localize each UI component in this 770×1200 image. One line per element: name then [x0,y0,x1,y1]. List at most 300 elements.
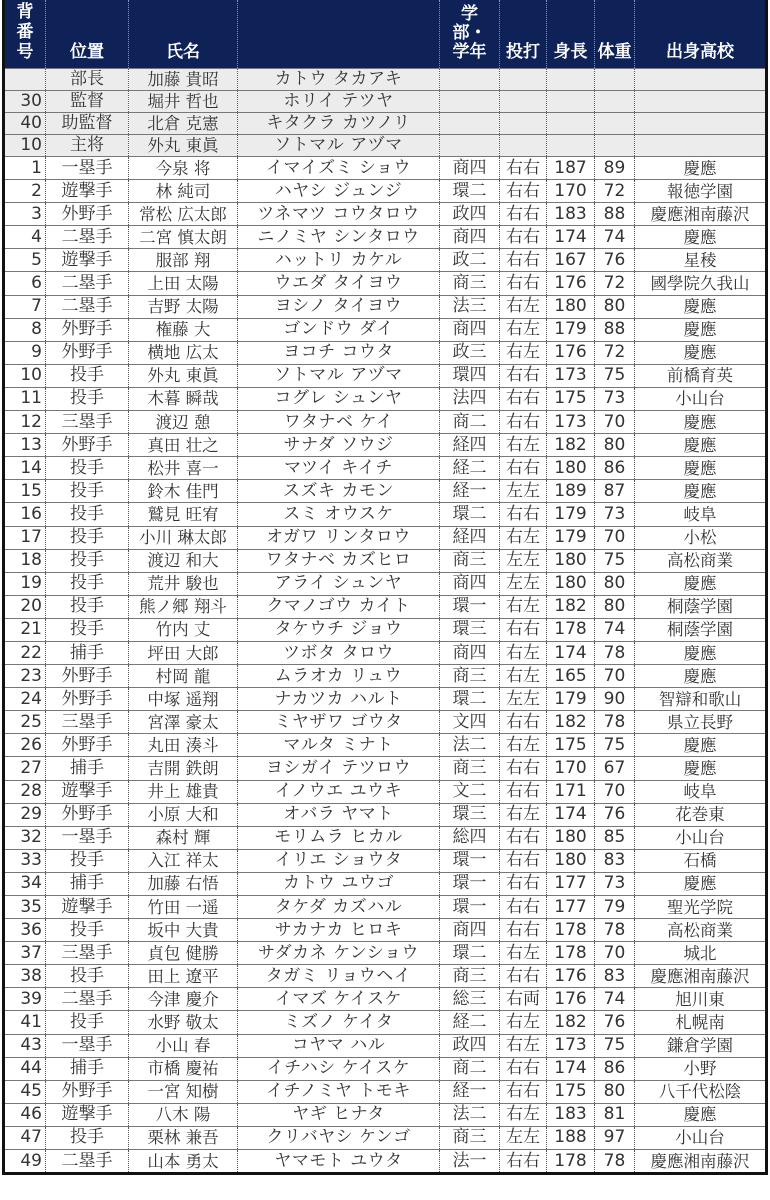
cell-school: 城北 [635,942,767,965]
cell-name: 北倉 克憲 [129,113,238,135]
cell-height: 175 [547,734,595,757]
cell-kana: ワタナベ ケイ [238,411,440,434]
cell-number: 25 [4,711,46,734]
cell-name: 加藤 貴昭 [129,69,238,91]
player-row [4,1011,767,1034]
player-row [4,272,767,295]
cell-name: 小原 大和 [129,803,238,826]
cell-name: 栗林 兼吾 [129,1126,238,1149]
cell-height: 180 [547,826,595,849]
cell-faculty: 文二 [440,780,500,803]
cell-weight: 87 [595,480,635,503]
cell-school: 慶應 [635,295,767,318]
cell-number: 4 [4,226,46,249]
cell-number: 15 [4,480,46,503]
cell-position: 投手 [46,1011,129,1034]
cell-kana: ワタナベ カズヒロ [238,549,440,572]
cell-faculty: 経四 [440,526,500,549]
cell-bats-throws: 右右 [500,387,547,410]
cell-height: 178 [547,1150,595,1174]
cell-number: 40 [4,113,46,135]
player-row [4,641,767,664]
cell-bats-throws: 左左 [500,480,547,503]
cell-bats-throws: 右左 [500,595,547,618]
cell-position: 投手 [46,457,129,480]
cell-weight: 97 [595,1126,635,1149]
player-row [4,1150,767,1174]
cell-kana: モリムラ ヒカル [238,826,440,849]
cell-bats-throws: 右右 [500,896,547,919]
cell-kana: カトウ ユウゴ [238,872,440,895]
cell-number: 13 [4,434,46,457]
cell-name: 竹内 丈 [129,618,238,641]
cell-school: 慶應 [635,665,767,688]
cell-school: 慶應 [635,411,767,434]
cell-bats-throws: 右左 [500,641,547,664]
cell-height: 179 [547,688,595,711]
cell-name: 入江 祥太 [129,849,238,872]
cell-bats-throws: 右右 [500,457,547,480]
cell-weight: 72 [595,272,635,295]
player-row [4,965,767,988]
cell-height: 180 [547,572,595,595]
cell-height: 174 [547,641,595,664]
cell-weight [595,135,635,157]
cell-height [547,69,595,91]
cell-bats-throws: 右右 [500,849,547,872]
cell-name: 松井 喜一 [129,457,238,480]
cell-name: 竹田 一遥 [129,896,238,919]
cell-school: 智辯和歌山 [635,688,767,711]
cell-name: 林 純司 [129,180,238,203]
cell-number: 11 [4,387,46,410]
cell-school: 高松商業 [635,549,767,572]
cell-position: 外野手 [46,734,129,757]
cell-number: 47 [4,1126,46,1149]
header-bats-throws: 投打 [500,0,547,69]
cell-number: 7 [4,295,46,318]
cell-number: 36 [4,919,46,942]
cell-weight: 76 [595,803,635,826]
cell-school: 慶應 [635,1103,767,1126]
cell-faculty [440,113,500,135]
cell-kana: オガワ リンタロウ [238,526,440,549]
header-number: 背番号 [4,0,46,69]
player-row [4,826,767,849]
cell-kana: ミヤザワ ゴウタ [238,711,440,734]
cell-weight: 70 [595,665,635,688]
cell-kana: ヨシノ タイヨウ [238,295,440,318]
cell-position: 外野手 [46,803,129,826]
cell-number: 28 [4,780,46,803]
cell-bats-throws: 右右 [500,249,547,272]
cell-faculty: 環三 [440,803,500,826]
cell-faculty: 総三 [440,988,500,1011]
cell-weight: 74 [595,226,635,249]
cell-faculty: 法一 [440,1150,500,1174]
cell-number: 1 [4,157,46,180]
cell-position: 投手 [46,572,129,595]
cell-school: 慶應 [635,226,767,249]
player-row [4,665,767,688]
cell-height: 182 [547,595,595,618]
cell-position: 投手 [46,364,129,387]
cell-name: 一宮 知樹 [129,1080,238,1103]
cell-number: 20 [4,595,46,618]
header-kana [238,0,440,69]
cell-height [547,113,595,135]
cell-name: 今津 慶介 [129,988,238,1011]
cell-weight: 73 [595,872,635,895]
cell-faculty: 商三 [440,757,500,780]
cell-height: 180 [547,295,595,318]
cell-school [635,91,767,113]
cell-weight: 72 [595,180,635,203]
cell-school: 慶應 [635,341,767,364]
cell-faculty: 環二 [440,503,500,526]
cell-faculty [440,135,500,157]
cell-bats-throws: 右右 [500,226,547,249]
cell-faculty: 総四 [440,826,500,849]
cell-height: 174 [547,1057,595,1080]
cell-name: 渡辺 和大 [129,549,238,572]
cell-weight: 81 [595,1103,635,1126]
player-row [4,364,767,387]
cell-weight: 75 [595,1034,635,1057]
cell-school: 慶應 [635,457,767,480]
cell-position: 捕手 [46,757,129,780]
cell-position: 投手 [46,526,129,549]
cell-height: 176 [547,341,595,364]
cell-name: 坂中 大貴 [129,919,238,942]
cell-number: 6 [4,272,46,295]
player-row [4,295,767,318]
cell-position: 投手 [46,595,129,618]
header-faculty: 学部・学年 [440,0,500,69]
cell-school: 札幌南 [635,1011,767,1034]
cell-bats-throws: 右左 [500,803,547,826]
cell-kana: ソトマル アヅマ [238,364,440,387]
cell-name: 外丸 東眞 [129,364,238,387]
cell-kana: ウエダ タイヨウ [238,272,440,295]
header-row [4,0,767,69]
cell-kana: ヨシガイ テツロウ [238,757,440,780]
cell-position: 投手 [46,965,129,988]
cell-name: 横地 広太 [129,341,238,364]
cell-position: 一塁手 [46,157,129,180]
cell-position: 投手 [46,387,129,410]
cell-faculty: 環一 [440,896,500,919]
cell-faculty: 商四 [440,318,500,341]
cell-faculty: 環一 [440,872,500,895]
cell-kana: クマノゴウ カイト [238,595,440,618]
player-row [4,688,767,711]
cell-number: 27 [4,757,46,780]
cell-name: 渡辺 憩 [129,411,238,434]
cell-name: 山本 勇太 [129,1150,238,1174]
cell-kana: サダカネ ケンショウ [238,942,440,965]
cell-faculty: 環一 [440,849,500,872]
cell-name: 吉開 鉄朗 [129,757,238,780]
cell-name: 加藤 右悟 [129,872,238,895]
cell-height: 167 [547,249,595,272]
player-row [4,618,767,641]
cell-school: 慶應湘南藤沢 [635,203,767,226]
cell-number: 10 [4,364,46,387]
cell-height: 171 [547,780,595,803]
cell-name: 服部 翔 [129,249,238,272]
cell-height: 183 [547,1103,595,1126]
cell-faculty: 環二 [440,688,500,711]
cell-kana: キタクラ カツノリ [238,113,440,135]
cell-kana: サナダ ソウジ [238,434,440,457]
cell-height [547,135,595,157]
cell-school: 八千代松陰 [635,1080,767,1103]
cell-number: 10 [4,135,46,157]
cell-weight: 79 [595,896,635,919]
cell-position: 捕手 [46,872,129,895]
player-row [4,503,767,526]
cell-position: 投手 [46,480,129,503]
cell-height: 188 [547,1126,595,1149]
cell-position: 外野手 [46,318,129,341]
roster-body [4,69,767,1174]
cell-position: 外野手 [46,341,129,364]
cell-weight: 74 [595,618,635,641]
cell-position: 外野手 [46,665,129,688]
cell-school: 県立長野 [635,711,767,734]
cell-number: 35 [4,896,46,919]
cell-height: 189 [547,480,595,503]
cell-bats-throws: 右右 [500,411,547,434]
cell-kana: イマズ ケイスケ [238,988,440,1011]
cell-kana: マツイ キイチ [238,457,440,480]
cell-name: 小山 春 [129,1034,238,1057]
cell-weight [595,113,635,135]
cell-faculty: 経一 [440,1080,500,1103]
cell-bats-throws: 右右 [500,711,547,734]
player-row [4,1034,767,1057]
cell-faculty: 政四 [440,1034,500,1057]
player-row [4,549,767,572]
cell-bats-throws: 右左 [500,526,547,549]
header-school: 出身高校 [635,0,767,69]
cell-number: 37 [4,942,46,965]
cell-bats-throws: 右左 [500,1011,547,1034]
cell-weight: 76 [595,249,635,272]
cell-number: 46 [4,1103,46,1126]
cell-position: 遊撃手 [46,896,129,919]
cell-name: 八木 陽 [129,1103,238,1126]
cell-position: 投手 [46,618,129,641]
cell-kana: ホリイ テツヤ [238,91,440,113]
cell-number: 38 [4,965,46,988]
cell-height [547,91,595,113]
cell-name: 荒井 駿也 [129,572,238,595]
cell-bats-throws: 左左 [500,572,547,595]
cell-weight: 70 [595,411,635,434]
cell-kana: コヤマ ハル [238,1034,440,1057]
cell-name: 鈴木 佳門 [129,480,238,503]
cell-height: 170 [547,180,595,203]
cell-bats-throws: 右左 [500,665,547,688]
cell-height: 177 [547,872,595,895]
player-row [4,318,767,341]
cell-bats-throws: 右左 [500,434,547,457]
cell-position: 外野手 [46,1080,129,1103]
player-row [4,572,767,595]
player-row [4,1057,767,1080]
cell-weight: 75 [595,734,635,757]
cell-weight: 80 [595,572,635,595]
cell-school: 岐阜 [635,780,767,803]
cell-school [635,135,767,157]
cell-position: 捕手 [46,1057,129,1080]
cell-school [635,69,767,91]
cell-school: 旭川東 [635,988,767,1011]
cell-faculty: 商三 [440,549,500,572]
cell-position: 遊撃手 [46,249,129,272]
cell-number: 3 [4,203,46,226]
cell-position: 遊撃手 [46,780,129,803]
cell-faculty: 商二 [440,411,500,434]
player-row [4,387,767,410]
cell-height: 178 [547,618,595,641]
cell-name: 吉野 太陽 [129,295,238,318]
player-row [4,942,767,965]
cell-weight: 73 [595,503,635,526]
cell-faculty: 商四 [440,572,500,595]
cell-bats-throws: 右右 [500,780,547,803]
cell-bats-throws: 右右 [500,503,547,526]
cell-kana: クリバヤシ ケンゴ [238,1126,440,1149]
cell-position: 二塁手 [46,272,129,295]
cell-position: 投手 [46,503,129,526]
cell-position: 三塁手 [46,411,129,434]
cell-faculty: 経二 [440,1011,500,1034]
cell-number: 2 [4,180,46,203]
cell-bats-throws: 右右 [500,965,547,988]
cell-bats-throws: 右左 [500,1103,547,1126]
cell-school: 慶應 [635,157,767,180]
cell-school: 小山台 [635,826,767,849]
cell-bats-throws [500,113,547,135]
cell-number: 24 [4,688,46,711]
cell-faculty [440,69,500,91]
player-row [4,757,767,780]
cell-kana: ヤギ ヒナタ [238,1103,440,1126]
cell-name: 宮澤 豪太 [129,711,238,734]
cell-weight: 70 [595,942,635,965]
cell-height: 182 [547,434,595,457]
cell-kana: コグレ シュンヤ [238,387,440,410]
cell-position: 三塁手 [46,711,129,734]
cell-name: 外丸 東眞 [129,135,238,157]
player-row [4,919,767,942]
cell-name: 常松 広太郎 [129,203,238,226]
cell-position: 遊撃手 [46,180,129,203]
cell-height: 173 [547,364,595,387]
cell-height: 182 [547,711,595,734]
cell-weight: 86 [595,457,635,480]
cell-kana: ナカツカ ハルト [238,688,440,711]
cell-faculty: 法二 [440,1103,500,1126]
player-row [4,803,767,826]
cell-school: 前橋育英 [635,364,767,387]
cell-bats-throws: 右右 [500,180,547,203]
cell-number: 8 [4,318,46,341]
cell-bats-throws: 右右 [500,364,547,387]
cell-kana: イリエ ショウタ [238,849,440,872]
cell-kana: ツネマツ コウタロウ [238,203,440,226]
cell-bats-throws: 右右 [500,1080,547,1103]
cell-weight: 78 [595,711,635,734]
cell-weight: 75 [595,364,635,387]
cell-height: 182 [547,1011,595,1034]
cell-position: 一塁手 [46,826,129,849]
cell-number: 21 [4,618,46,641]
cell-school: 慶應 [635,572,767,595]
cell-school: 慶應湘南藤沢 [635,1150,767,1174]
cell-faculty: 環一 [440,595,500,618]
cell-number: 18 [4,549,46,572]
cell-position: 外野手 [46,434,129,457]
cell-bats-throws: 右左 [500,295,547,318]
cell-faculty: 法四 [440,387,500,410]
cell-school: 星稜 [635,249,767,272]
cell-school: 桐蔭学園 [635,618,767,641]
cell-number: 16 [4,503,46,526]
cell-bats-throws [500,135,547,157]
cell-faculty: 政四 [440,203,500,226]
cell-height: 179 [547,503,595,526]
cell-name: 上田 太陽 [129,272,238,295]
cell-name: 真田 壮之 [129,434,238,457]
cell-kana: ゴンドウ ダイ [238,318,440,341]
cell-bats-throws: 右右 [500,203,547,226]
cell-faculty: 文四 [440,711,500,734]
cell-bats-throws: 右右 [500,919,547,942]
cell-weight: 78 [595,1150,635,1174]
cell-name: 丸田 湊斗 [129,734,238,757]
cell-name: 小川 琳太郎 [129,526,238,549]
cell-weight: 89 [595,157,635,180]
player-row [4,1103,767,1126]
cell-number: 34 [4,872,46,895]
cell-bats-throws: 右右 [500,872,547,895]
cell-kana: マルタ ミナト [238,734,440,757]
cell-weight: 80 [595,1080,635,1103]
cell-faculty: 商三 [440,272,500,295]
cell-school: 慶應 [635,480,767,503]
cell-bats-throws [500,69,547,91]
cell-school: 慶應 [635,641,767,664]
header-position: 位置 [46,0,129,69]
cell-position: 主将 [46,135,129,157]
cell-kana: タケダ カズハル [238,896,440,919]
cell-kana: ミズノ ケイタ [238,1011,440,1034]
cell-number: 26 [4,734,46,757]
player-row [4,203,767,226]
cell-weight: 80 [595,434,635,457]
cell-bats-throws: 右右 [500,618,547,641]
cell-bats-throws: 右右 [500,757,547,780]
player-row [4,434,767,457]
cell-faculty: 商四 [440,226,500,249]
cell-height: 187 [547,157,595,180]
player-row [4,595,767,618]
cell-name: 村岡 龍 [129,665,238,688]
